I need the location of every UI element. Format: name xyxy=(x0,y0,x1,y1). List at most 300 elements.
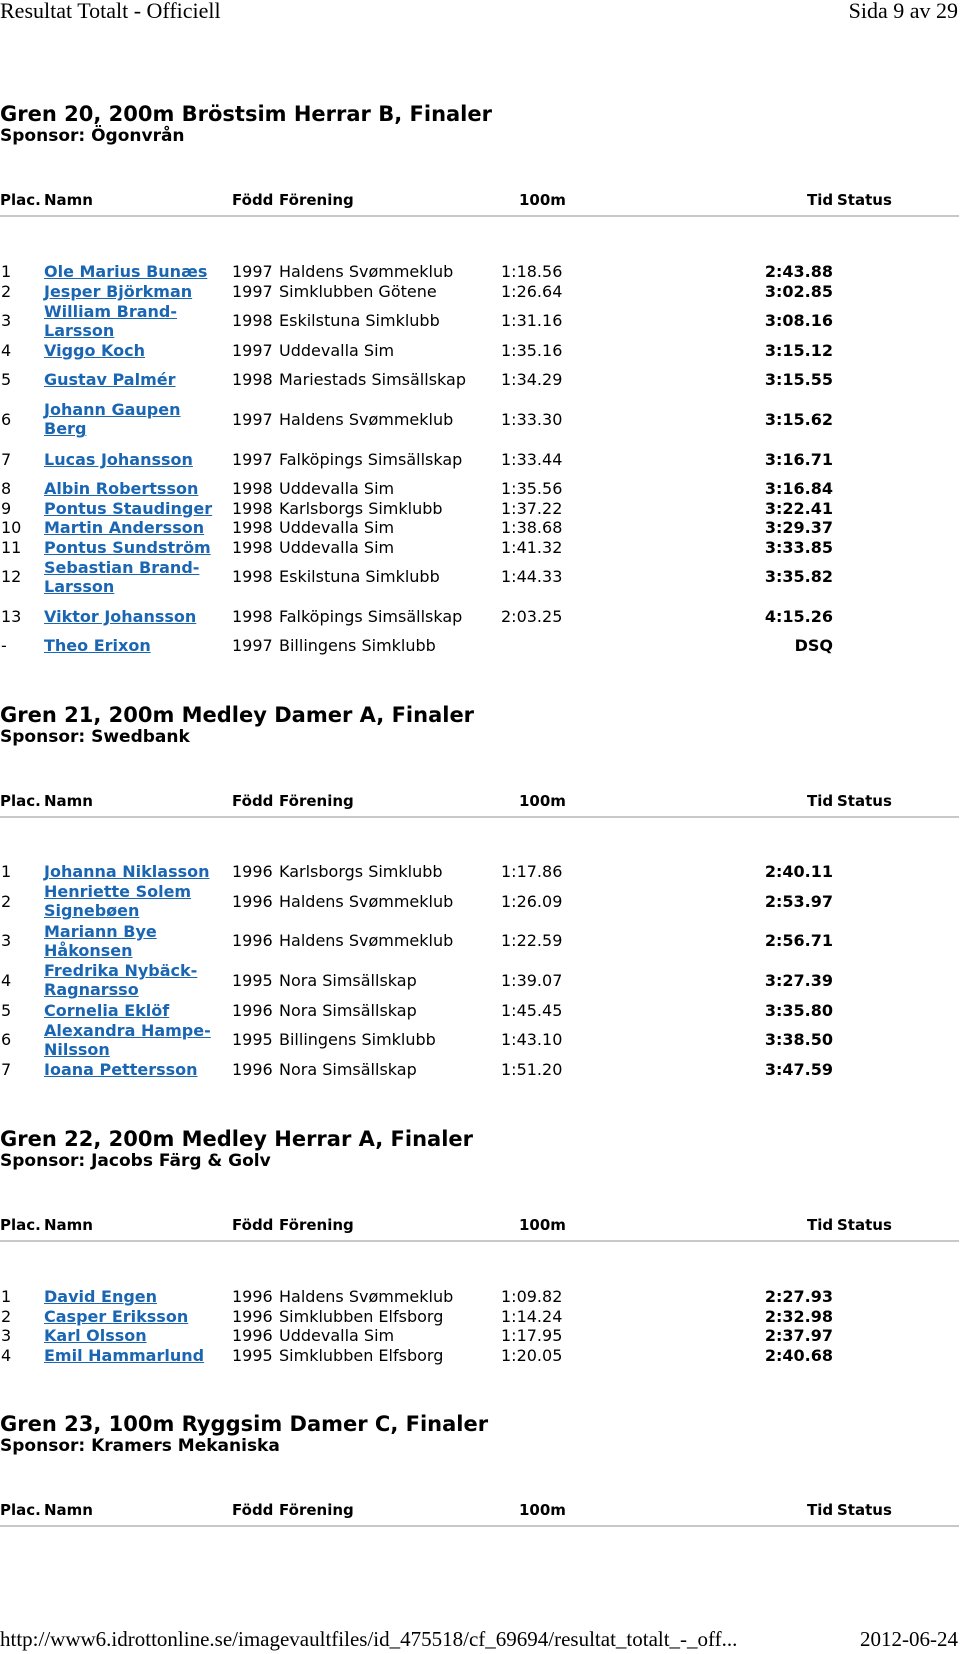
swimmer-name-link[interactable]: Karl Olsson xyxy=(44,1326,147,1346)
swimmer-name-cell xyxy=(44,400,219,440)
club-cell: Haldens Svømmeklub xyxy=(279,409,454,429)
birth-year-cell xyxy=(232,439,278,479)
split-100m-cell: 1:38.68 xyxy=(501,518,563,538)
split-100m-cell: 1:17.95 xyxy=(501,1326,563,1346)
table-row xyxy=(0,1020,960,1060)
col-namn: Namn xyxy=(44,191,93,209)
split-100m-cell: 1:41.32 xyxy=(501,537,563,557)
col-fodd: Född xyxy=(232,191,274,209)
swimmer-name-cell xyxy=(44,596,219,636)
table-row xyxy=(0,882,960,922)
final-time-cell xyxy=(700,961,833,1001)
col-100m: 100m xyxy=(519,1501,566,1519)
club-cell: Karlsborgs Simklubb xyxy=(279,862,443,882)
col-namn: Namn xyxy=(44,792,93,810)
swimmer-name-link[interactable]: Johann Gaupen Berg xyxy=(44,400,181,439)
place-cell xyxy=(1,1059,41,1079)
table-row xyxy=(0,1059,960,1079)
swimmer-name-cell xyxy=(44,961,219,1001)
club-cell xyxy=(279,262,499,282)
club-cell xyxy=(279,882,499,922)
status-cell xyxy=(840,282,950,302)
split-100m-cell xyxy=(501,1000,591,1020)
swimmer-name-cell xyxy=(44,498,219,518)
birth-year-cell xyxy=(232,1326,278,1346)
status-cell xyxy=(840,439,950,479)
birth-year-cell: 1996 xyxy=(232,1287,273,1307)
split-100m-cell: 1:37.22 xyxy=(501,498,563,518)
swimmer-name-cell xyxy=(44,301,219,341)
final-time-cell: 2:40.11 xyxy=(764,862,833,882)
club-cell xyxy=(279,282,499,302)
birth-year-cell: 1996 xyxy=(232,891,273,911)
swimmer-name-cell xyxy=(44,262,219,282)
print-date: 2012-06-24 xyxy=(860,1628,958,1651)
split-100m-cell: 1:51.20 xyxy=(501,1059,563,1079)
club-cell: Eskilstuna Simklubb xyxy=(279,311,440,331)
club-cell: Karlsborgs Simklubb xyxy=(279,498,443,518)
final-time-cell: 3:16.71 xyxy=(764,449,833,469)
place-cell: 9 xyxy=(1,498,12,518)
club-cell xyxy=(279,636,499,656)
final-time-cell xyxy=(700,1287,833,1307)
final-time-cell: 2:53.97 xyxy=(764,891,833,911)
table-row xyxy=(0,636,960,656)
final-time-cell: 3:47.59 xyxy=(764,1059,833,1079)
status-cell xyxy=(840,498,950,518)
split-100m-cell xyxy=(501,1307,591,1327)
club-cell: Haldens Svømmeklub xyxy=(279,1287,454,1307)
swimmer-name-cell xyxy=(44,1326,219,1346)
club-cell xyxy=(279,557,499,597)
final-time-cell xyxy=(700,1020,833,1060)
split-100m-cell xyxy=(501,518,591,538)
source-url: http://www6.idrottonline.se/imagevaultfiles/id_475518/cf_69694/resultat_totalt_-_off... xyxy=(0,1628,738,1651)
club-cell xyxy=(279,1287,499,1307)
birth-year-cell: 1998 xyxy=(232,537,273,557)
club-cell: Uddevalla Sim xyxy=(279,537,395,557)
final-time-cell: 3:16.84 xyxy=(764,479,833,499)
page-footer xyxy=(0,1628,960,1654)
final-time-cell xyxy=(700,360,833,400)
split-100m-cell: 1:26.09 xyxy=(501,891,563,911)
birth-year-cell: 1997 xyxy=(232,281,273,301)
table-row xyxy=(0,262,960,282)
final-time-cell: 2:32.98 xyxy=(764,1306,833,1326)
place-cell xyxy=(1,1287,41,1307)
final-time-cell: 3:08.16 xyxy=(764,311,833,331)
birth-year-cell xyxy=(232,400,278,440)
place-cell xyxy=(1,1346,41,1366)
birth-year-cell xyxy=(232,921,278,961)
club-cell: Uddevalla Sim xyxy=(279,479,395,499)
birth-year-cell: 1997 xyxy=(232,262,273,282)
status-cell xyxy=(840,537,950,557)
place-cell xyxy=(1,961,41,1001)
final-time-cell: 3:15.55 xyxy=(764,370,833,390)
status-cell xyxy=(840,518,950,538)
table-row xyxy=(0,862,960,882)
status-cell xyxy=(840,862,950,882)
header-divider xyxy=(0,215,959,217)
swimmer-name-link[interactable]: Cornelia Eklöf xyxy=(44,1000,170,1020)
club-cell xyxy=(279,301,499,341)
col-plac: Plac. xyxy=(0,1501,41,1519)
club-cell: Nora Simsällskap xyxy=(279,1000,417,1020)
birth-year-cell xyxy=(232,557,278,597)
birth-year-cell xyxy=(232,479,278,499)
place-cell xyxy=(1,882,41,922)
club-cell: Nora Simsällskap xyxy=(279,1059,417,1079)
column-header-row xyxy=(0,190,960,210)
final-time-cell: 3:35.82 xyxy=(764,567,833,587)
final-time-cell xyxy=(700,882,833,922)
split-100m-cell xyxy=(501,961,591,1001)
results-table xyxy=(0,262,960,656)
table-row xyxy=(0,400,960,440)
swimmer-name-link[interactable]: Gustav Palmér xyxy=(44,370,176,390)
split-100m-cell xyxy=(501,557,591,597)
col-fodd: Född xyxy=(232,792,274,810)
event-title: Gren 21, 200m Medley Damer A, Finaler xyxy=(0,703,475,727)
col-status: Status xyxy=(837,1216,892,1234)
table-row xyxy=(0,282,960,302)
final-time-cell xyxy=(700,537,833,557)
birth-year-cell: 1996 xyxy=(232,862,273,882)
birth-year-cell: 1996 xyxy=(232,1326,273,1346)
swimmer-name-cell xyxy=(44,360,219,400)
club-cell: Haldens Svømmeklub xyxy=(279,931,454,951)
swimmer-name-cell xyxy=(44,537,219,557)
col-100m: 100m xyxy=(519,191,566,209)
swimmer-name-link[interactable]: Ole Marius Bunæs xyxy=(44,262,208,282)
status-cell xyxy=(840,1346,950,1366)
header-divider xyxy=(0,1525,959,1527)
swimmer-name-link[interactable]: Ioana Pettersson xyxy=(44,1059,198,1079)
final-time-cell xyxy=(700,400,833,440)
final-time-cell: 2:40.68 xyxy=(764,1345,833,1365)
club-cell xyxy=(279,479,499,499)
swimmer-name-cell xyxy=(44,557,219,597)
club-cell xyxy=(279,1307,499,1327)
split-100m-cell xyxy=(501,862,591,882)
final-time-cell: 3:38.50 xyxy=(764,1030,833,1050)
swimmer-name-link[interactable]: William Brand-Larsson xyxy=(44,301,177,340)
status-cell xyxy=(840,360,950,400)
col-plac: Plac. xyxy=(0,191,41,209)
swimmer-name-cell xyxy=(44,1000,219,1020)
swimmer-name-link[interactable]: Viggo Koch xyxy=(44,340,146,360)
final-time-cell xyxy=(700,557,833,597)
status-cell xyxy=(840,636,950,656)
final-time-cell xyxy=(700,1307,833,1327)
final-time-cell xyxy=(700,498,833,518)
place-cell xyxy=(1,400,41,440)
table-row xyxy=(0,498,960,518)
status-cell xyxy=(840,882,950,922)
birth-year-cell: 1997 xyxy=(232,409,273,429)
place-cell xyxy=(1,1326,41,1346)
final-time-cell xyxy=(700,479,833,499)
table-row xyxy=(0,518,960,538)
col-namn: Namn xyxy=(44,1501,93,1519)
table-row xyxy=(0,439,960,479)
birth-year-cell xyxy=(232,1307,278,1327)
club-cell xyxy=(279,400,499,440)
status-cell xyxy=(840,400,950,440)
place-cell: 4 xyxy=(1,340,12,360)
status-cell xyxy=(840,596,950,636)
swimmer-name-link[interactable]: Mariann Bye Håkonsen xyxy=(44,921,157,960)
split-100m-cell xyxy=(501,1020,591,1060)
club-cell: Mariestads Simsällskap xyxy=(279,370,466,390)
col-plac: Plac. xyxy=(0,1216,41,1234)
place-cell: 12 xyxy=(1,567,22,587)
final-time-cell xyxy=(700,282,833,302)
split-100m-cell: 1:20.05 xyxy=(501,1345,563,1365)
swimmer-name-link[interactable]: Viktor Johansson xyxy=(44,606,197,626)
club-cell: Nora Simsällskap xyxy=(279,970,417,990)
club-cell: Uddevalla Sim xyxy=(279,340,395,360)
swimmer-name-link[interactable]: Johanna Niklasson xyxy=(44,862,210,882)
club-cell xyxy=(279,341,499,361)
status-cell xyxy=(840,1287,950,1307)
place-cell: 8 xyxy=(1,479,12,499)
birth-year-cell xyxy=(232,1287,278,1307)
swimmer-name-link[interactable]: Emil Hammarlund xyxy=(44,1345,205,1365)
birth-year-cell xyxy=(232,1346,278,1366)
birth-year-cell: 1995 xyxy=(232,1345,273,1365)
table-row xyxy=(0,1307,960,1327)
swimmer-name-link[interactable]: Martin Andersson xyxy=(44,518,205,538)
club-cell: Simklubben Elfsborg xyxy=(279,1306,444,1326)
swimmer-name-cell xyxy=(44,479,219,499)
club-cell xyxy=(279,1326,499,1346)
place-cell: 3 xyxy=(1,931,12,951)
place-cell xyxy=(1,1307,41,1327)
col-tid: Tid xyxy=(807,1501,834,1519)
club-cell: Haldens Svømmeklub xyxy=(279,891,454,911)
place-cell: 1 xyxy=(1,862,12,882)
club-cell xyxy=(279,1000,499,1020)
final-time-cell xyxy=(700,341,833,361)
status-cell xyxy=(840,1000,950,1020)
swimmer-name-link[interactable]: Pontus Sundström xyxy=(44,537,211,557)
col-forening: Förening xyxy=(279,1501,354,1519)
place-cell xyxy=(1,862,41,882)
col-fodd: Född xyxy=(232,1216,274,1234)
results-table xyxy=(0,1287,960,1365)
birth-year-cell: 1997 xyxy=(232,340,273,360)
col-status: Status xyxy=(837,191,892,209)
status-cell xyxy=(840,262,950,282)
swimmer-name-link[interactable]: David Engen xyxy=(44,1287,158,1307)
birth-year-cell xyxy=(232,636,278,656)
club-cell xyxy=(279,961,499,1001)
birth-year-cell xyxy=(232,596,278,636)
birth-year-cell xyxy=(232,262,278,282)
split-100m-cell xyxy=(501,1326,591,1346)
club-cell xyxy=(279,596,499,636)
status-cell xyxy=(840,1059,950,1079)
birth-year-cell xyxy=(232,498,278,518)
swimmer-name-link[interactable]: Henriette Solem Signebøen xyxy=(44,882,192,921)
birth-year-cell: 1998 xyxy=(232,370,273,390)
swimmer-name-cell xyxy=(44,1346,219,1366)
split-100m-cell: 1:35.16 xyxy=(501,340,563,360)
swimmer-name-link[interactable]: Pontus Staudinger xyxy=(44,498,213,518)
final-time-cell xyxy=(700,1000,833,1020)
birth-year-cell xyxy=(232,862,278,882)
place-cell xyxy=(1,518,41,538)
birth-year-cell: 1998 xyxy=(232,567,273,587)
place-cell xyxy=(1,537,41,557)
birth-year-cell xyxy=(232,1000,278,1020)
place-cell: 1 xyxy=(1,1287,12,1307)
birth-year-cell: 1998 xyxy=(232,311,273,331)
club-cell: Simklubben Elfsborg xyxy=(279,1345,444,1365)
final-time-cell: 4:15.26 xyxy=(764,606,833,626)
split-100m-cell: 1:45.45 xyxy=(501,1000,563,1020)
birth-year-cell xyxy=(232,1020,278,1060)
event-title: Gren 23, 100m Ryggsim Damer C, Finaler xyxy=(0,1412,489,1436)
table-row xyxy=(0,961,960,1001)
final-time-cell: 3:35.80 xyxy=(764,1000,833,1020)
split-100m-cell xyxy=(501,282,591,302)
birth-year-cell xyxy=(232,282,278,302)
club-cell xyxy=(279,439,499,479)
header-divider xyxy=(0,816,959,818)
place-cell: 1 xyxy=(1,262,12,282)
event-sponsor: Sponsor: Ögonvrån xyxy=(0,126,185,146)
split-100m-cell: 1:22.59 xyxy=(501,931,563,951)
status-cell xyxy=(840,479,950,499)
birth-year-cell: 1995 xyxy=(232,970,273,990)
swimmer-name-cell xyxy=(44,882,219,922)
club-cell xyxy=(279,1059,499,1079)
swimmer-name-link[interactable]: Fredrika Nybäck-Ragnarsso xyxy=(44,961,198,1000)
final-time-cell: 3:33.85 xyxy=(764,537,833,557)
page-header xyxy=(0,0,960,26)
swimmer-name-link[interactable]: Sebastian Brand-Larsson xyxy=(44,557,200,596)
place-cell: 2 xyxy=(1,1306,12,1326)
split-100m-cell: 1:31.16 xyxy=(501,311,563,331)
place-cell xyxy=(1,360,41,400)
table-row xyxy=(0,537,960,557)
split-100m-cell xyxy=(501,301,591,341)
place-cell xyxy=(1,262,41,282)
swimmer-name-link[interactable]: Lucas Johansson xyxy=(44,449,193,469)
final-time-cell: DSQ xyxy=(794,636,833,656)
split-100m-cell: 1:43.10 xyxy=(501,1030,563,1050)
col-status: Status xyxy=(837,792,892,810)
split-100m-cell xyxy=(501,537,591,557)
table-row xyxy=(0,1326,960,1346)
status-cell xyxy=(840,301,950,341)
club-cell xyxy=(279,1020,499,1060)
place-cell xyxy=(1,282,41,302)
place-cell: 4 xyxy=(1,1345,12,1365)
event-title: Gren 20, 200m Bröstsim Herrar B, Finaler xyxy=(0,102,492,126)
swimmer-name-cell xyxy=(44,1059,219,1079)
status-cell xyxy=(840,557,950,597)
split-100m-cell: 1:34.29 xyxy=(501,370,563,390)
column-header-row xyxy=(0,1215,960,1235)
place-cell: 11 xyxy=(1,537,22,557)
col-tid: Tid xyxy=(807,1216,834,1234)
swimmer-name-link[interactable]: Albin Robertsson xyxy=(44,479,199,499)
birth-year-cell: 1997 xyxy=(232,636,273,656)
swimmer-name-link[interactable]: Casper Eriksson xyxy=(44,1306,189,1326)
place-cell: 5 xyxy=(1,370,12,390)
column-header-row xyxy=(0,1500,960,1520)
table-row xyxy=(0,341,960,361)
table-row xyxy=(0,479,960,499)
event-sponsor: Sponsor: Kramers Mekaniska xyxy=(0,1436,280,1456)
birth-year-cell: 1998 xyxy=(232,606,273,626)
birth-year-cell xyxy=(232,341,278,361)
col-status: Status xyxy=(837,1501,892,1519)
final-time-cell: 2:43.88 xyxy=(764,262,833,282)
club-cell: Eskilstuna Simklubb xyxy=(279,567,440,587)
split-100m-cell: 1:18.56 xyxy=(501,262,563,282)
final-time-cell: 3:29.37 xyxy=(764,518,833,538)
birth-year-cell xyxy=(232,518,278,538)
final-time-cell: 2:37.97 xyxy=(764,1326,833,1346)
final-time-cell xyxy=(700,1346,833,1366)
swimmer-name-cell xyxy=(44,862,219,882)
place-cell: 7 xyxy=(1,1059,12,1079)
place-cell xyxy=(1,636,41,656)
club-cell: Haldens Svømmeklub xyxy=(279,262,454,282)
document-title: Resultat Totalt - Officiell xyxy=(0,0,221,23)
split-100m-cell: 1:26.64 xyxy=(501,281,563,301)
swimmer-name-link[interactable]: Jesper Björkman xyxy=(44,281,193,301)
swimmer-name-link[interactable]: Theo Erixon xyxy=(44,636,151,656)
split-100m-cell xyxy=(501,1059,591,1079)
place-cell: 13 xyxy=(1,606,22,626)
place-cell xyxy=(1,498,41,518)
split-100m-cell xyxy=(501,1287,591,1307)
birth-year-cell xyxy=(232,360,278,400)
final-time-cell xyxy=(700,862,833,882)
status-cell xyxy=(840,1020,950,1060)
final-time-cell xyxy=(700,518,833,538)
place-cell: 3 xyxy=(1,311,12,331)
split-100m-cell xyxy=(501,479,591,499)
swimmer-name-cell xyxy=(44,921,219,961)
club-cell: Uddevalla Sim xyxy=(279,1326,395,1346)
col-tid: Tid xyxy=(807,792,834,810)
place-cell: 2 xyxy=(1,891,12,911)
table-row xyxy=(0,360,960,400)
place-cell xyxy=(1,301,41,341)
col-forening: Förening xyxy=(279,191,354,209)
page-number: Sida 9 av 29 xyxy=(848,0,958,23)
birth-year-cell: 1996 xyxy=(232,1306,273,1326)
place-cell xyxy=(1,921,41,961)
final-time-cell: 3:15.12 xyxy=(764,340,833,360)
final-time-cell xyxy=(700,1059,833,1079)
split-100m-cell xyxy=(501,360,591,400)
col-namn: Namn xyxy=(44,1216,93,1234)
swimmer-name-link[interactable]: Alexandra Hampe-Nilsson xyxy=(44,1020,211,1059)
place-cell: 3 xyxy=(1,1326,12,1346)
table-row xyxy=(0,301,960,341)
col-plac: Plac. xyxy=(0,792,41,810)
birth-year-cell xyxy=(232,1059,278,1079)
final-time-cell: 3:15.62 xyxy=(764,409,833,429)
